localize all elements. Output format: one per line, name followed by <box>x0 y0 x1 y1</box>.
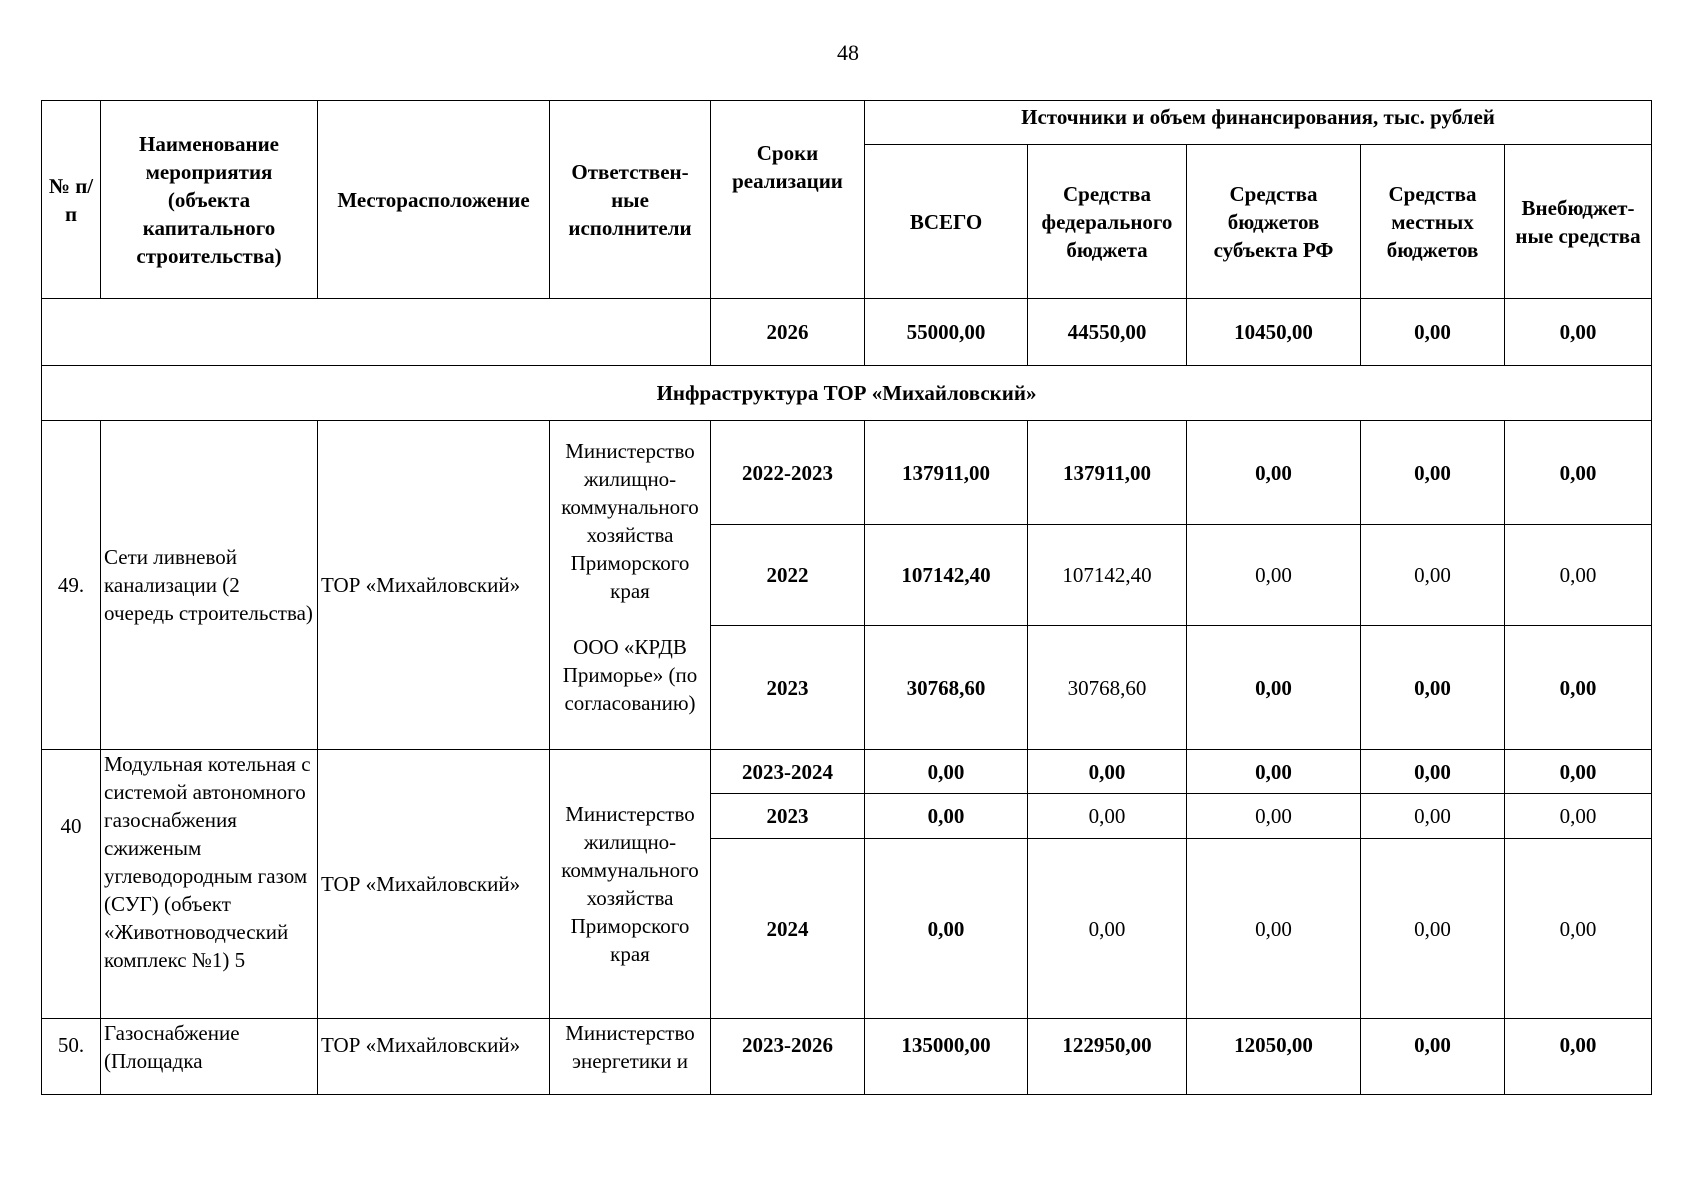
carry-empty <box>42 299 711 366</box>
item40-location: ТОР «Михайловский» <box>318 750 550 1019</box>
item40-year: 2023-2024 <box>711 750 865 794</box>
item50-year: 2023-2026 <box>711 1019 865 1095</box>
item40-regional: 0,00 <box>1187 750 1361 794</box>
header-extra: Внебюджет-ные средства <box>1505 145 1652 299</box>
item49-total: 30768,60 <box>865 626 1028 750</box>
header-regional: Средства бюджетов субъекта РФ <box>1187 145 1361 299</box>
header-federal: Средства федерального бюджета <box>1028 145 1187 299</box>
item49-location: ТОР «Михайловский» <box>318 421 550 750</box>
item50-num: 50. <box>42 1019 101 1095</box>
carry-regional: 10450,00 <box>1187 299 1361 366</box>
item40-year: 2024 <box>711 839 865 1019</box>
item49-year: 2022 <box>711 525 865 626</box>
item40-row-1 <box>42 750 1652 794</box>
item49-regional: 0,00 <box>1187 525 1361 626</box>
header-period: Сроки реализации <box>711 101 865 299</box>
header-num: № п/п <box>42 101 101 299</box>
item40-total: 0,00 <box>865 794 1028 839</box>
item49-num: 49. <box>42 421 101 750</box>
item49-executor-2: ООО «КРДВ Приморье» (по согласованию) <box>562 635 698 715</box>
carry-year: 2026 <box>711 299 865 366</box>
item50-executor: Министерство энергетики и <box>550 1019 711 1095</box>
item49-local: 0,00 <box>1361 626 1505 750</box>
item50-location: ТОР «Михайловский» <box>318 1019 550 1095</box>
carry-row <box>42 299 1652 366</box>
executor-spacer <box>553 605 707 633</box>
carry-total: 55000,00 <box>865 299 1028 366</box>
header-financing-group: Источники и объем финансирования, тыс. рублей <box>865 101 1652 145</box>
item40-local: 0,00 <box>1361 794 1505 839</box>
item40-total: 0,00 <box>865 750 1028 794</box>
item50-row <box>42 1019 1652 1095</box>
item49-extra: 0,00 <box>1505 525 1652 626</box>
header-location: Месторасположение <box>318 101 550 299</box>
carry-local: 0,00 <box>1361 299 1505 366</box>
item40-executor: Министерство жилищно-коммунального хозяйства Приморского края <box>550 750 711 1019</box>
item49-extra: 0,00 <box>1505 421 1652 525</box>
item49-local: 0,00 <box>1361 421 1505 525</box>
item49-federal: 107142,40 <box>1028 525 1187 626</box>
item40-year: 2023 <box>711 794 865 839</box>
item40-extra: 0,00 <box>1505 839 1652 1019</box>
carry-extra: 0,00 <box>1505 299 1652 366</box>
item40-regional: 0,00 <box>1187 839 1361 1019</box>
item40-num: 40 <box>42 750 101 1019</box>
item40-local: 0,00 <box>1361 839 1505 1019</box>
item49-extra: 0,00 <box>1505 626 1652 750</box>
page-number: 48 <box>837 40 859 65</box>
header-name: Наименование мероприятия (объекта капитального строительства) <box>101 101 318 299</box>
item49-name: Сети ливневой канализации (2 очередь строительства) <box>101 421 318 750</box>
header-total: ВСЕГО <box>865 145 1028 299</box>
financing-table <box>41 100 1652 1095</box>
item49-federal: 30768,60 <box>1028 626 1187 750</box>
item50-extra: 0,00 <box>1505 1019 1652 1095</box>
item40-extra: 0,00 <box>1505 750 1652 794</box>
item49-regional: 0,00 <box>1187 626 1361 750</box>
carry-federal: 44550,00 <box>1028 299 1187 366</box>
item49-executors <box>550 421 711 750</box>
header-local: Средства местных бюджетов <box>1361 145 1505 299</box>
item40-extra: 0,00 <box>1505 794 1652 839</box>
item49-local: 0,00 <box>1361 525 1505 626</box>
item40-local: 0,00 <box>1361 750 1505 794</box>
item50-name: Газоснабжение (Площадка <box>101 1019 318 1095</box>
item40-total: 0,00 <box>865 839 1028 1019</box>
item40-federal: 0,00 <box>1028 750 1187 794</box>
item49-year: 2022-2023 <box>711 421 865 525</box>
item50-federal: 122950,00 <box>1028 1019 1187 1095</box>
item40-federal: 0,00 <box>1028 794 1187 839</box>
item49-total: 137911,00 <box>865 421 1028 525</box>
item40-name: Модульная котельная с системой автономного газоснабжения сжиженым углеводородным газом (СУГ) (объект «Животноводческий комплекс №1) 5 <box>101 750 318 1019</box>
section-title: Инфраструктура ТОР «Михайловский» <box>42 366 1652 421</box>
item50-regional: 12050,00 <box>1187 1019 1361 1095</box>
item49-total: 107142,40 <box>865 525 1028 626</box>
header-executors: Ответствен-ные исполнители <box>550 101 711 299</box>
item49-year: 2023 <box>711 626 865 750</box>
item50-total: 135000,00 <box>865 1019 1028 1095</box>
item40-regional: 0,00 <box>1187 794 1361 839</box>
header-row-1 <box>42 101 1652 145</box>
item40-federal: 0,00 <box>1028 839 1187 1019</box>
item50-local: 0,00 <box>1361 1019 1505 1095</box>
item49-federal: 137911,00 <box>1028 421 1187 525</box>
item49-row-1 <box>42 421 1652 525</box>
item49-regional: 0,00 <box>1187 421 1361 525</box>
section-row <box>42 366 1652 421</box>
item49-executor-1: Министерство жилищно-коммунального хозяйства Приморского края <box>561 439 699 603</box>
